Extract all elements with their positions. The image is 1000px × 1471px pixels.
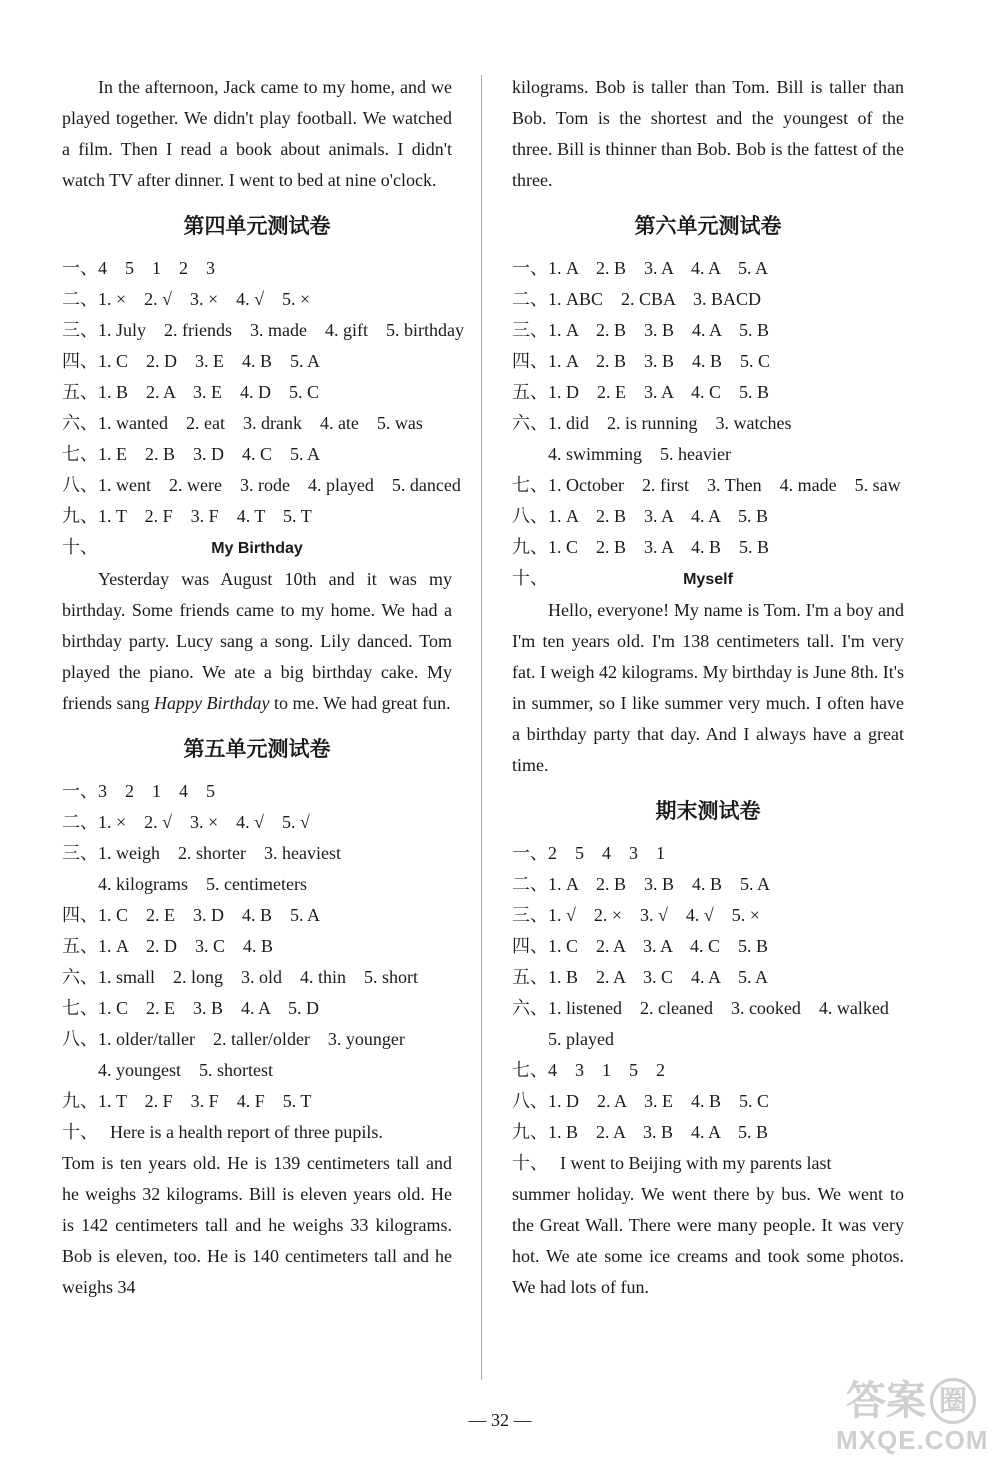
unit6-answer-1: 一、1. A 2. B 3. A 4. A 5. A bbox=[512, 258, 769, 278]
final-essay: summer holiday. We went there by bus. We went to the Great Wall. There were many people. It was very hot. We ate some ice creams and took some photos. We had lots of fun. bbox=[512, 1184, 904, 1297]
unit5-answer-8: 八、1. older/taller 2. taller/older 3. younger bbox=[62, 1029, 405, 1049]
unit5-answer-2: 二、1. × 2. √ 3. × 4. √ 5. √ bbox=[62, 812, 310, 832]
unit4-essay-part2: to me. We had great fun. bbox=[269, 693, 451, 713]
unit4-answer-9: 九、1. T 2. F 3. F 4. T 5. T bbox=[62, 506, 312, 526]
unit6-heading: 第六单元测试卷 bbox=[634, 213, 782, 238]
unit4-answer-7: 七、1. E 2. B 3. D 4. C 5. A bbox=[62, 444, 321, 464]
final-answer-8: 八、1. D 2. A 3. E 4. B 5. C bbox=[512, 1091, 770, 1111]
unit4-essay-title-row bbox=[62, 532, 452, 564]
unit4-essay bbox=[62, 564, 452, 719]
column-divider bbox=[481, 75, 482, 1380]
unit4-answer-4: 四、1. C 2. D 3. E 4. B 5. A bbox=[62, 351, 321, 371]
unit6-essay-title-row bbox=[512, 563, 904, 595]
final-answer-5: 五、1. B 2. A 3. C 4. A 5. A bbox=[512, 967, 769, 987]
watermark-top-row bbox=[836, 1377, 986, 1425]
final-answer-1: 一、2 5 4 3 1 bbox=[512, 843, 665, 863]
page-number: — 32 — bbox=[468, 1410, 532, 1430]
unit4-essay-part1: Yesterday was August 10th and it was my birthday. Some friends came to my home. We had a birthday party. Lucy sang a song. Lily danced. Tom played the piano. We ate a big birthday cake. My friends sang bbox=[62, 569, 452, 713]
final-answer-4: 四、1. C 2. A 3. A 4. C 5. B bbox=[512, 936, 769, 956]
unit6-answer-6-cont: 4. swimming 5. heavier bbox=[548, 444, 731, 464]
unit5-answer-6: 六、1. small 2. long 3. old 4. thin 5. short bbox=[62, 967, 419, 987]
unit5-ten-label: 十、 bbox=[62, 1122, 98, 1142]
final-ten-label: 十、 bbox=[512, 1153, 548, 1173]
unit4-heading: 第四单元测试卷 bbox=[183, 213, 331, 238]
unit4-essay-song-title: Happy Birthday bbox=[153, 693, 270, 713]
unit5-answer-9: 九、1. T 2. F 3. F 4. F 5. T bbox=[62, 1091, 312, 1111]
unit6-answer-7: 七、1. October 2. first 3. Then 4. made 5. saw bbox=[512, 475, 901, 495]
unit5-answer-4: 四、1. C 2. E 3. D 4. B 5. A bbox=[62, 905, 321, 925]
unit4-answer-3: 三、1. July 2. friends 3. made 4. gift 5. birthday bbox=[62, 320, 464, 340]
unit5-essay-continued: kilograms. Bob is taller than Tom. Bill is taller than Bob. Tom is the shortest and the youngest of the three. Bill is thinner than Bob. Bob is the fattest of the three. bbox=[512, 77, 904, 190]
watermark-badge-icon: 圈 bbox=[930, 1378, 976, 1424]
unit5-answer-7: 七、1. C 2. E 3. B 4. A 5. D bbox=[62, 998, 320, 1018]
unit5-answer-8-cont: 4. youngest 5. shortest bbox=[98, 1060, 273, 1080]
right-column bbox=[512, 72, 904, 1303]
unit6-answer-2: 二、1. ABC 2. CBA 3. BACD bbox=[512, 289, 762, 309]
unit6-essay: Hello, everyone! My name is Tom. I'm a boy and I'm ten years old. I'm 138 centimeters tall. I'm very fat. I weigh 42 kilograms. My birthday is June 8th. It's in summer, so I like summer very much. I often have a birthday party that day. And I always have a great time. bbox=[512, 600, 904, 775]
unit4-answer-1: 一、4 5 1 2 3 bbox=[62, 258, 215, 278]
unit5-essay-first-line: Here is a health report of three pupils. bbox=[110, 1122, 383, 1142]
unit6-answer-9: 九、1. C 2. B 3. A 4. B 5. B bbox=[512, 537, 770, 557]
unit6-answer-6: 六、1. did 2. is running 3. watches bbox=[512, 413, 792, 433]
unit4-answer-2: 二、1. × 2. √ 3. × 4. √ 5. × bbox=[62, 289, 311, 309]
unit4-essay-title: My Birthday bbox=[211, 540, 303, 557]
unit5-heading: 第五单元测试卷 bbox=[183, 736, 331, 761]
unit5-answer-3: 三、1. weigh 2. shorter 3. heaviest bbox=[62, 843, 341, 863]
watermark-text: 答案 bbox=[846, 1378, 926, 1424]
watermark-url: MXQE.COM bbox=[836, 1425, 989, 1455]
unit6-answer-8: 八、1. A 2. B 3. A 4. A 5. B bbox=[512, 506, 769, 526]
unit5-essay: Tom is ten years old. He is 139 centimeters tall and he weighs 32 kilograms. Bill is eleven years old. He is 142 centimeters tall and he weighs 33 kilograms. Bob is eleven, too. He is 140 centimeters tall and he weighs 34 bbox=[62, 1153, 452, 1297]
unit4-answer-8: 八、1. went 2. were 3. rode 4. played 5. danced bbox=[62, 475, 461, 495]
unit6-answer-5: 五、1. D 2. E 3. A 4. C 5. B bbox=[512, 382, 770, 402]
unit5-answer-5: 五、1. A 2. D 3. C 4. B bbox=[62, 936, 274, 956]
unit6-ten-label: 十、 bbox=[512, 568, 548, 588]
unit4-ten-label: 十、 bbox=[62, 537, 98, 557]
unit6-answer-3: 三、1. A 2. B 3. B 4. A 5. B bbox=[512, 320, 770, 340]
left-column bbox=[62, 72, 464, 1303]
unit6-essay-title: Myself bbox=[683, 571, 733, 588]
final-answer-6: 六、1. listened 2. cleaned 3. cooked 4. walked bbox=[512, 998, 889, 1018]
unit4-answer-5: 五、1. B 2. A 3. E 4. D 5. C bbox=[62, 382, 320, 402]
final-heading: 期末测试卷 bbox=[655, 798, 761, 823]
final-answer-2: 二、1. A 2. B 3. B 4. B 5. A bbox=[512, 874, 771, 894]
final-answer-7: 七、4 3 1 5 2 bbox=[512, 1060, 665, 1080]
unit5-essay-first-row bbox=[62, 1117, 452, 1148]
unit5-answer-3-cont: 4. kilograms 5. centimeters bbox=[98, 874, 307, 894]
final-answer-6-cont: 5. played bbox=[548, 1029, 614, 1049]
unit5-answer-1: 一、3 2 1 4 5 bbox=[62, 781, 215, 801]
final-essay-first-line: I went to Beijing with my parents last bbox=[560, 1153, 832, 1173]
final-answer-9: 九、1. B 2. A 3. B 4. A 5. B bbox=[512, 1122, 769, 1142]
final-answer-3: 三、1. √ 2. × 3. √ 4. √ 5. × bbox=[512, 905, 760, 925]
unit4-answer-6: 六、1. wanted 2. eat 3. drank 4. ate 5. was bbox=[62, 413, 423, 433]
final-essay-first-row bbox=[512, 1148, 904, 1179]
unit6-answer-4: 四、1. A 2. B 3. B 4. B 5. C bbox=[512, 351, 771, 371]
watermark-logo bbox=[836, 1377, 989, 1463]
intro-paragraph: In the afternoon, Jack came to my home, and we played together. We didn't play football. We watched a film. Then I read a book about animals. I didn't watch TV after dinner. I went to bed at nine o'clock. bbox=[62, 77, 452, 190]
